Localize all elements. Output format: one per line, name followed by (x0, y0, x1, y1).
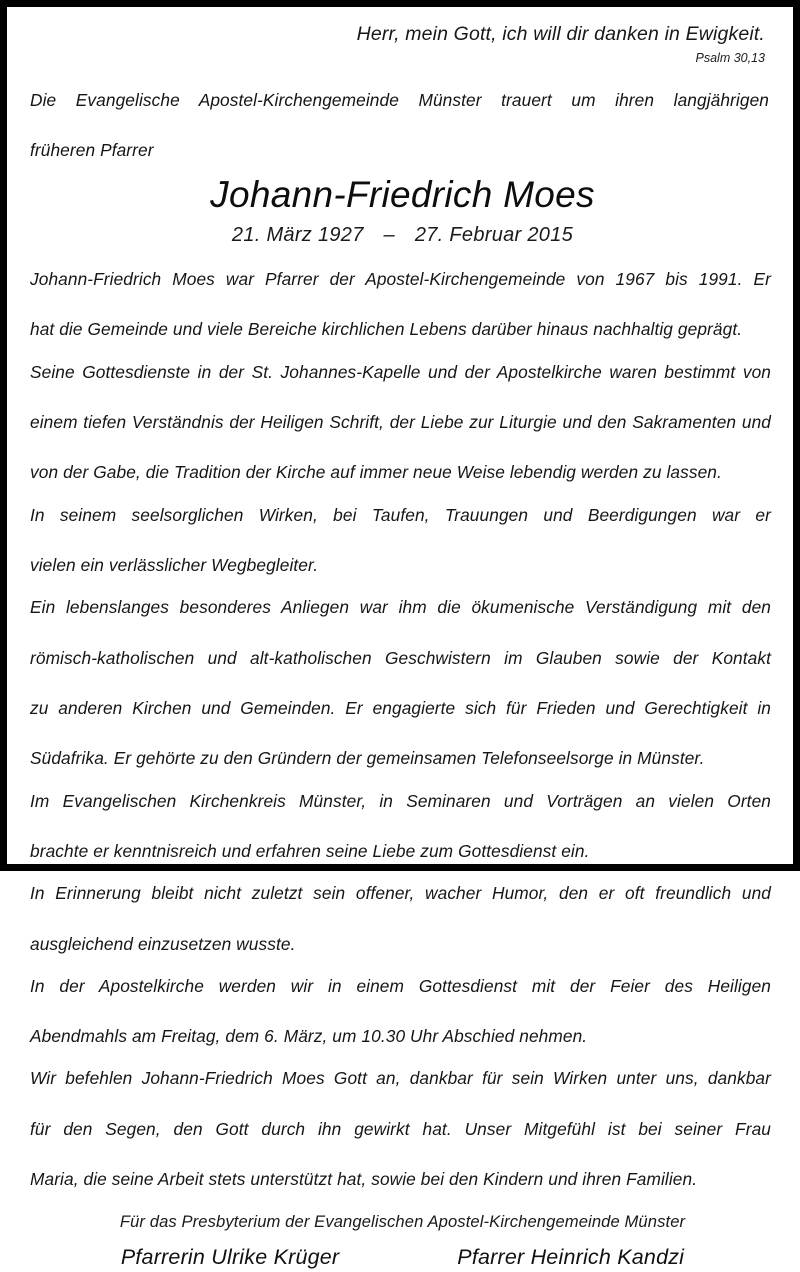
lead-in-text (30, 88, 775, 163)
eulogy-line: Johann-Friedrich Moes war Pfarrer der Apostel-Kirchengemeinde von 1967 bis 1991. Er (30, 269, 771, 289)
presbytery-line: Für das Presbyterium der Evangelischen Apostel-Kirchengemeinde Münster (119, 1211, 686, 1231)
scripture-verse: Herr, mein Gott, ich will dir danken in Ewigkeit. (356, 23, 765, 45)
eulogy-line: hat die Gemeinde und viele Bereiche kirchlichen Lebens darüber hinaus nachhaltig geprägt. (30, 319, 743, 340)
eulogy-line: In Erinnerung bleibt nicht zuletzt sein offener, wacher Humor, den er oft freundlich und (30, 883, 771, 904)
life-dates (30, 220, 775, 250)
eulogy-paragraph (30, 789, 775, 865)
eulogy-line: Im Evangelischen Kirchenkreis Münster, in Seminaren und Vorträgen an vielen Orten (30, 790, 771, 811)
lead-in-line-2: früheren Pfarrer (30, 140, 154, 160)
eulogy-line: Abendmahls am Freitag, dem 6. März, um 10.30 Uhr Abschied nehmen. (30, 1026, 588, 1047)
eulogy-line: vielen ein verlässlicher Wegbegleiter. (30, 555, 319, 576)
scripture-reference: Psalm 30,13 (695, 51, 765, 65)
deceased-name: Johann-Friedrich Moes (210, 174, 595, 215)
eulogy-paragraph (30, 503, 775, 579)
eulogy-line: Wir befehlen Johann-Friedrich Moes Gott an, dankbar für sein Wirken unter uns, dankbar (30, 1068, 771, 1089)
signatory-name: Pfarrerin Ulrike Krüger (120, 1244, 340, 1269)
notice-content (7, 7, 793, 1269)
eulogy-line: für den Segen, den Gott durch ihn gewirkt hat. Unser Mitgefühl ist bei seiner Frau (30, 1118, 771, 1139)
signature-row (30, 1242, 775, 1272)
eulogy-paragraph (30, 1066, 775, 1192)
eulogy-line: Seine Gottesdienste in der St. Johannes-Kapelle und der Apostelkirche waren bestimmt von (30, 361, 771, 382)
scripture-block (30, 21, 775, 68)
eulogy-line: Maria, die seine Arbeit stets unterstützt hat, sowie bei den Kindern und ihren Familien. (30, 1169, 698, 1190)
lead-in-line-1: Die Evangelische Apostel-Kirchengemeinde Münster trauert um ihren langjährigen (30, 90, 769, 110)
date-separator: – (383, 224, 395, 246)
eulogy-body (30, 267, 775, 1193)
eulogy-paragraph (30, 881, 775, 957)
eulogy-line: von der Gabe, die Tradition der Kirche auf immer neue Weise lebendig werden zu lassen. (30, 462, 722, 483)
eulogy-paragraph (30, 360, 775, 486)
eulogy-line: ausgleichend einzusetzen wusste. (30, 933, 296, 954)
eulogy-line: Ein lebenslanges besonderes Anliegen war ihm die ökumenische Verständigung mit den (30, 597, 771, 618)
eulogy-line: brachte er kenntnisreich und erfahren seine Liebe zum Gottesdienst ein. (30, 841, 590, 862)
eulogy-line: Südafrika. Er gehörte zu den Gründern der gemeinsamen Telefonseelsorge in Münster. (30, 748, 705, 769)
eulogy-paragraph (30, 595, 775, 771)
signatory-name: Pfarrer Heinrich Kandzi (457, 1244, 685, 1269)
eulogy-line: einem tiefen Verständnis der Heiligen Schrift, der Liebe zur Liturgie und den Sakramenten und (30, 412, 771, 433)
eulogy-line: zu anderen Kirchen und Gemeinden. Er engagierte sich für Frieden und Gerechtigkeit in (30, 698, 771, 719)
death-date: 27. Februar 2015 (414, 224, 574, 246)
eulogy-line: In seinem seelsorglichen Wirken, bei Taufen, Trauungen und Beerdigungen war er (30, 504, 771, 525)
birth-date: 21. März 1927 (231, 224, 364, 246)
eulogy-line: In der Apostelkirche werden wir in einem Gottesdienst mit der Feier des Heiligen (30, 975, 771, 996)
eulogy-paragraph (30, 267, 775, 343)
eulogy-line: römisch-katholischen und alt-katholischen Geschwistern im Glauben sowie der Kontakt (30, 647, 771, 668)
eulogy-paragraph (30, 974, 775, 1050)
